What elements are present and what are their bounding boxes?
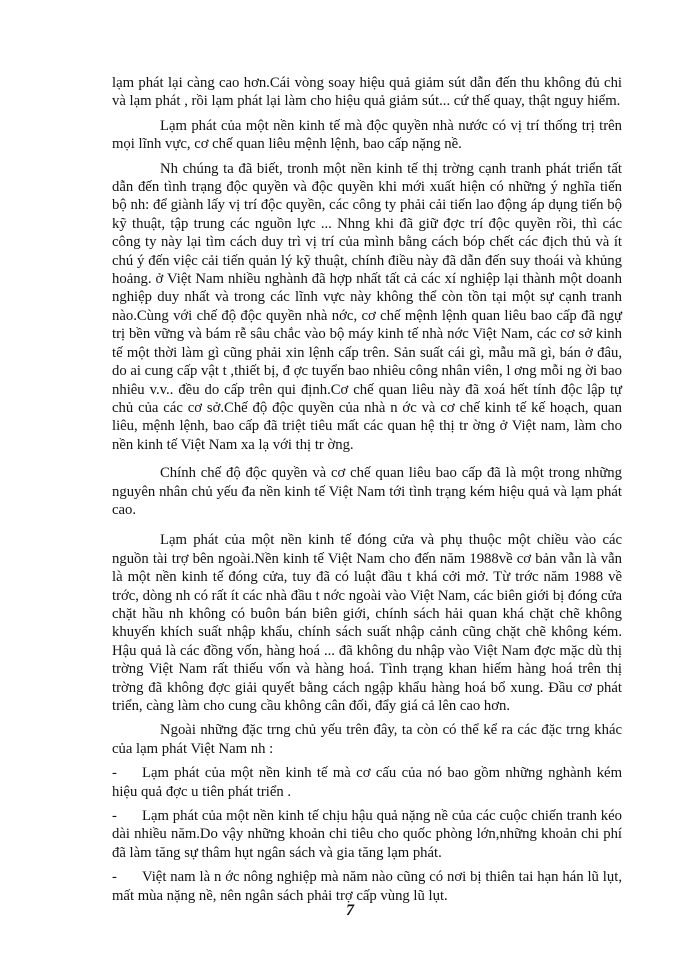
paragraph-other-characteristics: Ngoài những đặc trng chủ yếu trên đây, ta còn có thể kể ra các đặc trng khác của lạm phát Việt Nam nh :: [112, 722, 622, 757]
list-item: [112, 764, 622, 801]
list-dash: -: [112, 808, 117, 825]
paragraph-continuation: lạm phát lại càng cao hơn.Cái vòng soay hiệu quả giảm sút dẫn đến thu không đủ chi và lạm phát , rồi lạm phát lại làm cho hiệu quả giảm sút... cứ thế quay, thật nguy hiểm.: [112, 75, 622, 110]
list-item: [112, 807, 622, 862]
body-text: [112, 74, 622, 905]
paragraph-monopoly-inflation: Lạm phát của một nền kinh tế mà độc quyền nhà nước có vị trí thống trị trên mọi lĩnh vực, cơ chế quan liêu mệnh lệnh, bao cấp nặng nề.: [112, 117, 622, 153]
list-dash: -: [112, 869, 117, 886]
page-number: 7: [346, 902, 354, 919]
paragraph-main-cause: Chính chế độ độc quyền và cơ chế quan liêu bao cấp đã là một trong những nguyên nhân chủ yếu đa nền kinh tế Việt Nam tới tình trạng kém hiệu quả và lạm phát cao.: [112, 465, 622, 518]
list-item-text: Lạm phát của một nền kinh tế mà cơ cấu của nó bao gồm những nghành kém hiệu quả đợc u tiên phát triển .: [112, 765, 622, 800]
list-item: [112, 868, 622, 905]
paragraph-market-competition: Nh chúng ta đã biết, tronh một nền kinh tế thị trờng cạnh tranh phát triển tất dẫn đến tình trạng độc quyền và độc quyền khi mới xuất hiện có những ý nghĩa tiến bộ nh: để giành lấy vị trí độc quyền, các công ty phải cải tiến lao động áp dụng tiến bộ kỹ thuật, tập trung các nguồn lực ... Nhng khi đã giữ đợc trí độc quyền rồi, thì các công ty này lại tìm cách duy trì vị trí của mình bằng cách bóp chết các địch thủ và ít chú ý đến việc cải tiến quản lý kỹ thuật, chính điều này đã dẫn đến suy thoái và khủng hoảng. ở Việt Nam nhiều nghành đã hợp nhất tất cả các xí nghiệp lại thành một doanh nghiệp duy nhất và trong các lĩnh vực này không thể còn tồn tại một sự cạnh tranh nào.Cùng với chế độ độc quyền nhà nớc, cơ chế mệnh lệnh quan liêu bao cấp đã ngự trị bền vững và bám rễ sâu chắc vào bộ máy kinh tế nhà nớc Việt Nam, các cơ sở kinh tế một thời làm gì cũng phải xin lệnh cấp trên. Sản suất cái gì, mẫu mã gì, bán ở đâu, do ai cung cấp vật t ,thiết bị, đ ợc tuyển bao nhiêu công nhân viên, l ơng mỗi ng ời bao nhiêu v.v.. đều do cấp trên qui định.Cơ chế quan liêu này đã xoá hết tính độc lập tự chủ của các cơ sở.Chế độ độc quyền của nhà n ớc và cơ chế kinh tế kế hoạch, quan liêu, mệnh lệnh, bao cấp đã triệt tiêu mất các quan hệ thị tr ờng ở Việt nam, làm cho nền kinh tế Việt Nam xa lạ với thị tr ờng.: [112, 160, 622, 453]
list-dash: -: [112, 765, 117, 782]
list-item-text: Việt nam là n ớc nông nghiệp mà năm nào cũng có nơi bị thiên tai hạn hán lũ lụt, mất mùa nặng nề, nên ngân sách phải trợ cấp vùng lũ lụt.: [112, 869, 622, 904]
paragraph-closed-economy: Lạm phát của một nền kinh tế đóng cửa và phụ thuộc một chiều vào các nguồn tài trợ bên ngoài.Nền kinh tế Việt Nam cho đến năm 1988về cơ bản vẫn là vẫn là một nền kinh tế đóng cửa, tuy đã có luật đầu t khá cởi mở. Từ trớc năm 1988 về trớc, dòng nh có rất ít các nhà đầu t nớc ngoài vào Việt Nam, các biên giới bị đóng cửa chặt hầu nh không có buôn bán biên giới, chính sách hải quan khá chặt chẽ không khuyến khích suất nhập khẩu, chính sách suất nhập cảnh cũng chặt chẽ không kém. Hậu quả là các đồng vốn, hàng hoá ... đã không du nhập vào Việt Nam đợc mặc dù thị trờng Việt Nam rất thiếu vốn và hàng hoá. Tình trạng khan hiếm hàng hoá trên thị trờng đã không đợc giải quyết bằng cách ngập khẩu hàng hoá bổ xung. Đầu cơ phát triển, càng làm cho cung cầu không cân đối, đẩy giá cả lên cao hơn.: [112, 532, 622, 714]
list-item-text: Lạm phát của một nền kinh tế chịu hậu quả nặng nề của các cuộc chiến tranh kéo dài nhiều năm.Do vậy những khoản chi tiêu cho quốc phòng lớn,những khoản chi phí đã làm tăng sự thâm hụt ngân sách và gia tăng lạm phát.: [112, 808, 622, 861]
